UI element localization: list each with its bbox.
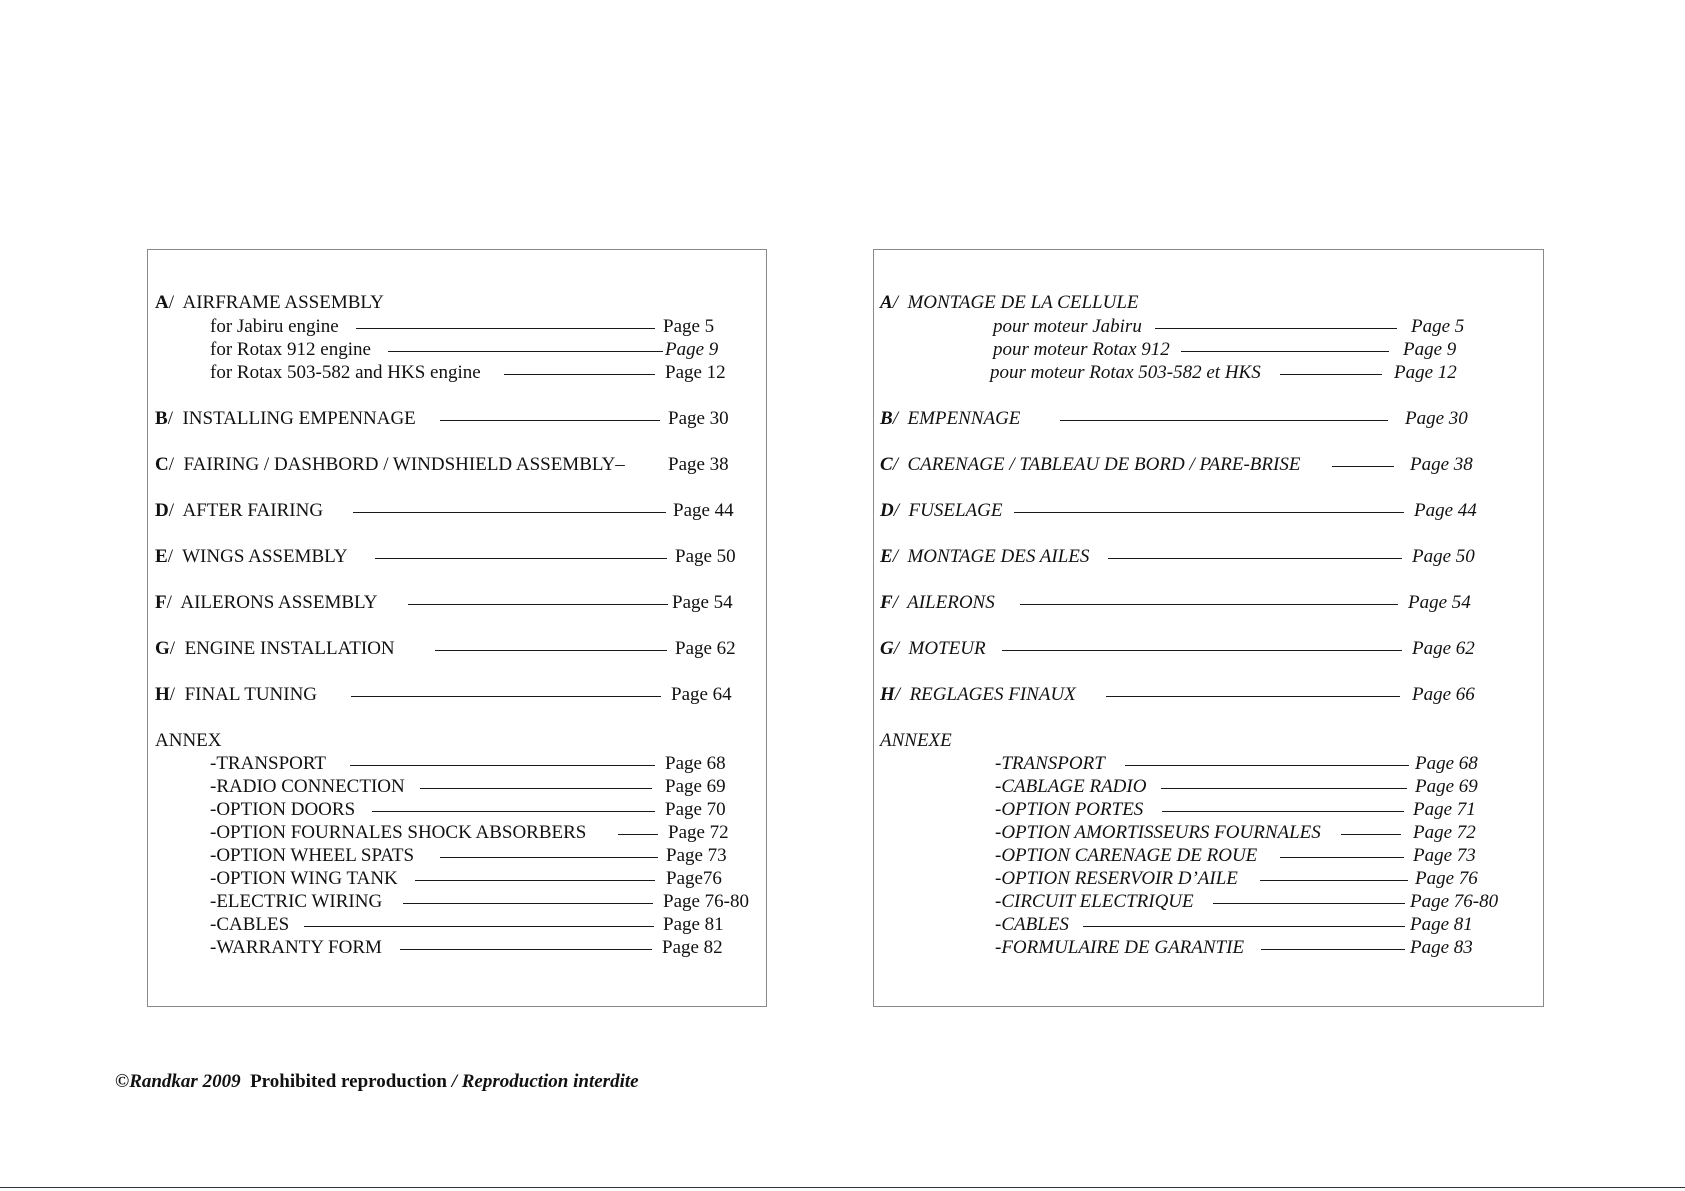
entry-page: Page 9 — [1403, 339, 1457, 360]
entry-page: Page 66 — [1412, 684, 1475, 705]
dot-leader — [1083, 926, 1405, 927]
entry-page: Page 54 — [1408, 592, 1471, 613]
entry-label: -RADIO CONNECTION — [210, 776, 405, 797]
section-letter: G — [155, 638, 170, 659]
entry-page: Page 70 — [665, 799, 726, 820]
section-letter: F — [880, 592, 893, 613]
annex-title: ANNEX — [155, 730, 222, 751]
entry-page: Page 76-80 — [663, 891, 750, 912]
dot-leader — [1014, 512, 1404, 513]
section-letter: E — [880, 546, 893, 567]
copyright-footer — [115, 1071, 639, 1093]
entry-page: Page 81 — [663, 914, 724, 935]
dot-leader — [440, 420, 660, 421]
entry-page: Page 81 — [1410, 914, 1473, 935]
copyright-text: ©Randkar 2009 — [115, 1071, 241, 1092]
entry-page: Page 69 — [1415, 776, 1478, 797]
dot-leader — [403, 903, 653, 904]
entry-label: REGLAGES FINAUX — [909, 684, 1076, 705]
dot-leader — [1161, 788, 1407, 789]
entry-page: Page 5 — [1411, 316, 1465, 337]
dot-leader — [350, 765, 655, 766]
entry-page: Page 5 — [663, 316, 715, 337]
entry-page: Page 38 — [668, 454, 729, 475]
entry-page: Page 44 — [673, 500, 734, 521]
dot-leader — [351, 696, 661, 697]
entry-label: MOTEUR — [908, 638, 986, 659]
entry-page: Page 76-80 — [1410, 891, 1499, 912]
entry-label: -OPTION PORTES — [995, 799, 1144, 820]
entry-label: -CABLES — [210, 914, 290, 935]
dot-leader — [1162, 811, 1404, 812]
entry-page: Page 73 — [666, 845, 727, 866]
entry-page: Page 12 — [1394, 362, 1457, 383]
entry-page: Page 72 — [668, 822, 729, 843]
entry-page: Page 83 — [1410, 937, 1473, 958]
bottom-divider — [0, 1187, 1685, 1188]
entry-page: Page 68 — [665, 753, 726, 774]
section-letter: A — [880, 292, 893, 313]
entry-label: FAIRING / DASHBORD / WINDSHIELD ASSEMBLY– — [183, 454, 625, 475]
dot-leader — [440, 857, 658, 858]
annex-title: ANNEXE — [880, 730, 952, 751]
section-letter: B — [880, 408, 893, 429]
section-letter: E — [155, 546, 168, 567]
entry-label: -WARRANTY FORM — [210, 937, 382, 958]
entry-label: pour moteur Jabiru — [993, 316, 1142, 337]
dot-leader — [1106, 696, 1400, 697]
dot-leader — [1155, 328, 1397, 329]
entry-label: AILERONS — [907, 592, 995, 613]
dot-leader — [420, 788, 652, 789]
entry-label: -TRANSPORT — [995, 753, 1105, 774]
dot-leader — [375, 558, 667, 559]
section-letter: D — [880, 500, 894, 521]
entry-label: -OPTION WING TANK — [210, 868, 398, 889]
dot-leader — [618, 834, 658, 835]
entry-page: Page 44 — [1414, 500, 1477, 521]
entry-page: Page 64 — [671, 684, 732, 705]
entry-label: AILERONS ASSEMBLY — [180, 592, 378, 613]
entry-label: CARENAGE / TABLEAU DE BORD / PARE-BRISE — [907, 454, 1301, 475]
entry-label: for Jabiru engine — [210, 316, 339, 337]
section-letter: C — [880, 454, 893, 475]
section-letter: B — [155, 408, 168, 429]
section-letter: H — [880, 684, 895, 705]
dot-leader — [304, 926, 654, 927]
entry-label: -OPTION CARENAGE DE ROUE — [995, 845, 1258, 866]
dot-leader — [356, 328, 655, 329]
section-letter: G — [880, 638, 894, 659]
entry-page: Page76 — [666, 868, 722, 889]
entry-label: -OPTION FOURNALES SHOCK ABSORBERS — [210, 822, 587, 843]
footer-separator: / — [446, 1071, 462, 1092]
dot-leader — [1213, 903, 1405, 904]
entry-label: pour moteur Rotax 503-582 et HKS — [990, 362, 1261, 383]
entry-page: Page 68 — [1415, 753, 1478, 774]
interdite-text: Reproduction interdite — [461, 1071, 639, 1092]
section-letter: D — [155, 500, 169, 521]
entry-page: Page 71 — [1413, 799, 1476, 820]
dot-leader — [504, 374, 655, 375]
entry-page: Page 30 — [1405, 408, 1468, 429]
dot-leader — [435, 650, 667, 651]
dot-leader — [353, 512, 666, 513]
dot-leader — [1020, 604, 1398, 605]
entry-page: Page 73 — [1413, 845, 1476, 866]
section-letter: F — [155, 592, 167, 613]
entry-page: Page 62 — [1412, 638, 1475, 659]
entry-page: Page 50 — [675, 546, 736, 567]
entry-page: Page 12 — [665, 362, 726, 383]
entry-label: WINGS ASSEMBLY — [182, 546, 348, 567]
entry-page: Page 76 — [1415, 868, 1478, 889]
entry-label: FUSELAGE — [908, 500, 1003, 521]
entry-page: Page 69 — [665, 776, 726, 797]
entry-label: for Rotax 912 engine — [210, 339, 371, 360]
dot-leader — [1280, 374, 1382, 375]
dot-leader — [1261, 949, 1405, 950]
dot-leader — [408, 604, 668, 605]
entry-page: Page 82 — [662, 937, 723, 958]
entry-label: AFTER FAIRING — [182, 500, 324, 521]
entry-label: ENGINE INSTALLATION — [184, 638, 395, 659]
entry-label: INSTALLING EMPENNAGE — [182, 408, 416, 429]
entry-label: -OPTION WHEEL SPATS — [210, 845, 415, 866]
entry-label: -CABLAGE RADIO — [995, 776, 1147, 797]
prohibited-text: Prohibited reproduction — [250, 1071, 447, 1092]
entry-page: Page 72 — [1413, 822, 1476, 843]
entry-label: -CIRCUIT ELECTRIQUE — [995, 891, 1194, 912]
entry-label: -TRANSPORT — [210, 753, 327, 774]
dot-leader — [1280, 857, 1404, 858]
dot-leader — [1260, 880, 1408, 881]
dot-leader — [372, 811, 655, 812]
dot-leader — [400, 949, 652, 950]
entry-label: -FORMULAIRE DE GARANTIE — [995, 937, 1245, 958]
entry-page: Page 50 — [1412, 546, 1475, 567]
entry-label: EMPENNAGE — [907, 408, 1021, 429]
entry-label: MONTAGE DES AILES — [907, 546, 1090, 567]
dot-leader — [1125, 765, 1409, 766]
dot-leader — [1181, 351, 1389, 352]
entry-label: -CABLES — [995, 914, 1069, 935]
dot-leader — [1341, 834, 1401, 835]
entry-label: -OPTION AMORTISSEURS FOURNALES — [995, 822, 1321, 843]
entry-page: Page 54 — [672, 592, 733, 613]
entry-label: -OPTION RESERVOIR D’AILE — [995, 868, 1238, 889]
dot-leader — [415, 880, 655, 881]
dot-leader — [1108, 558, 1402, 559]
section-letter: C — [155, 454, 169, 475]
dot-leader — [1060, 420, 1388, 421]
section-title: MONTAGE DE LA CELLULE — [907, 292, 1139, 313]
entry-page: Page 30 — [668, 408, 729, 429]
dot-leader — [1002, 650, 1402, 651]
entry-label: -ELECTRIC WIRING — [210, 891, 383, 912]
dot-leader — [388, 351, 663, 352]
dot-leader — [1332, 466, 1394, 467]
section-title: AIRFRAME ASSEMBLY — [182, 292, 384, 313]
entry-label: FINAL TUNING — [184, 684, 318, 705]
entry-page: Page 62 — [675, 638, 736, 659]
entry-label: for Rotax 503-582 and HKS engine — [210, 362, 481, 383]
section-letter: A — [155, 292, 169, 313]
section-letter: H — [155, 684, 170, 705]
entry-label: pour moteur Rotax 912 — [993, 339, 1170, 360]
entry-page: Page 38 — [1410, 454, 1473, 475]
entry-label: -OPTION DOORS — [210, 799, 356, 820]
entry-page: Page 9 — [665, 339, 719, 360]
